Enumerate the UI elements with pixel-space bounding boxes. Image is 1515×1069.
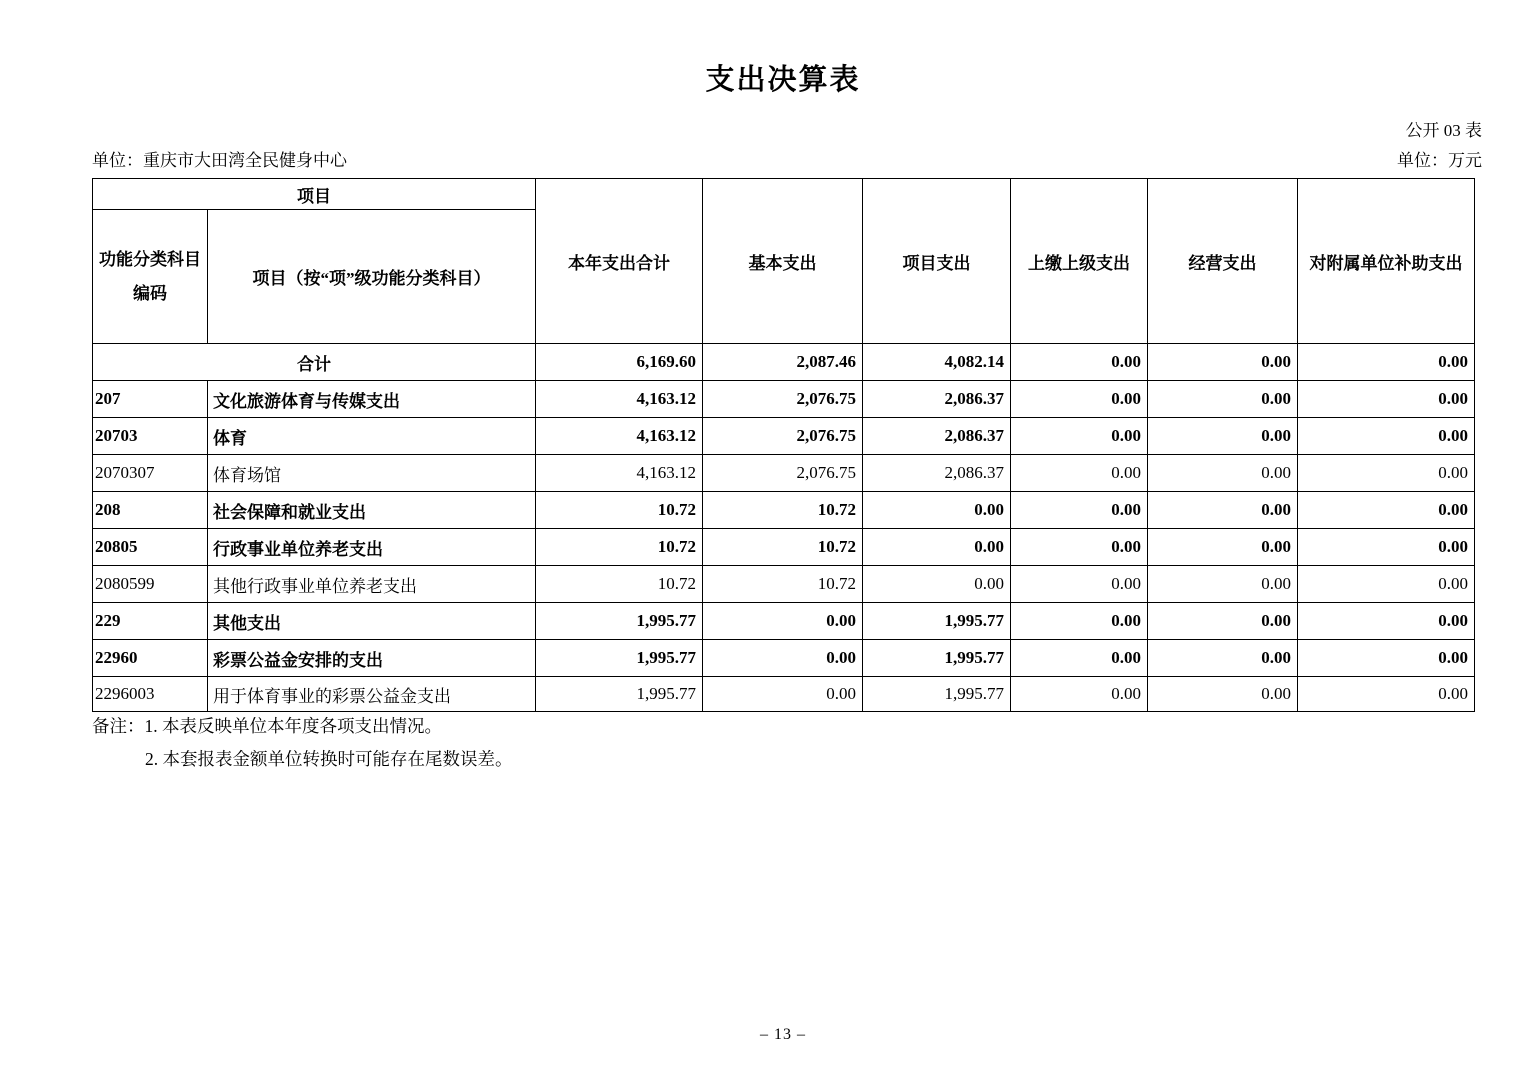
item-name-cell: 彩票公益金安排的支出 <box>208 640 536 677</box>
col-header-basic-expenditure: 基本支出 <box>703 179 863 344</box>
value-cell: 1,995.77 <box>536 640 703 677</box>
value-cell: 0.00 <box>1148 529 1298 566</box>
value-cell: 4,163.12 <box>536 418 703 455</box>
value-cell: 0.00 <box>1148 344 1298 381</box>
table-row <box>93 381 1475 418</box>
item-name-cell: 其他支出 <box>208 603 536 640</box>
value-cell: 1,995.77 <box>863 640 1011 677</box>
item-name-cell: 体育场馆 <box>208 455 536 492</box>
item-name-cell: 用于体育事业的彩票公益金支出 <box>208 677 536 712</box>
table-row <box>93 529 1475 566</box>
value-cell: 0.00 <box>1148 640 1298 677</box>
col-header-total-expenditure: 本年支出合计 <box>536 179 703 344</box>
value-cell: 4,163.12 <box>536 381 703 418</box>
item-name-cell: 文化旅游体育与传媒支出 <box>208 381 536 418</box>
table-row <box>93 455 1475 492</box>
value-cell: 1,995.77 <box>536 603 703 640</box>
function-code-cell: 20703 <box>93 418 208 455</box>
value-cell: 0.00 <box>1298 640 1475 677</box>
value-cell: 10.72 <box>703 529 863 566</box>
form-code-label: 公开 03 表 <box>1405 121 1482 140</box>
value-cell: 10.72 <box>703 566 863 603</box>
function-code-cell: 2296003 <box>93 677 208 712</box>
item-name-cell: 其他行政事业单位养老支出 <box>208 566 536 603</box>
value-cell: 0.00 <box>1011 603 1148 640</box>
col-header-subsidy-expenditure: 对附属单位补助支出 <box>1298 179 1475 344</box>
value-cell: 0.00 <box>1298 677 1475 712</box>
value-cell: 0.00 <box>703 603 863 640</box>
expenditure-table <box>92 178 1475 712</box>
value-cell: 0.00 <box>1011 677 1148 712</box>
col-header-project-expenditure: 项目支出 <box>863 179 1011 344</box>
function-code-cell: 2080599 <box>93 566 208 603</box>
notes <box>92 714 513 771</box>
col-header-function-code: 功能分类科目编码 <box>93 210 208 344</box>
col-header-item-name: 项目（按“项”级功能分类科目） <box>208 210 536 344</box>
item-name-cell: 社会保障和就业支出 <box>208 492 536 529</box>
value-cell: 0.00 <box>1298 492 1475 529</box>
value-cell: 0.00 <box>1148 566 1298 603</box>
value-cell: 0.00 <box>1298 418 1475 455</box>
function-code-cell: 207 <box>93 381 208 418</box>
total-row <box>93 344 1475 381</box>
value-cell: 0.00 <box>1011 566 1148 603</box>
value-cell: 2,076.75 <box>703 455 863 492</box>
value-cell: 2,086.37 <box>863 455 1011 492</box>
value-cell: 0.00 <box>1298 344 1475 381</box>
function-code-cell: 20805 <box>93 529 208 566</box>
value-cell: 1,995.77 <box>863 603 1011 640</box>
value-cell: 0.00 <box>1011 455 1148 492</box>
value-cell: 0.00 <box>1011 492 1148 529</box>
value-cell: 10.72 <box>536 566 703 603</box>
table-row <box>93 640 1475 677</box>
value-cell: 1,995.77 <box>863 677 1011 712</box>
unit-name-label: 单位：重庆市大田湾全民健身中心 <box>92 151 347 170</box>
function-code-cell: 22960 <box>93 640 208 677</box>
value-cell: 0.00 <box>1298 381 1475 418</box>
value-cell: 0.00 <box>1011 529 1148 566</box>
value-cell: 0.00 <box>1148 677 1298 712</box>
col-header-operating-expenditure: 经营支出 <box>1148 179 1298 344</box>
value-cell: 0.00 <box>1298 529 1475 566</box>
note-line-2: 2. 本套报表金额单位转换时可能存在尾数误差。 <box>145 749 513 769</box>
value-cell: 0.00 <box>703 640 863 677</box>
table-row <box>93 566 1475 603</box>
page-number: – 13 – <box>760 1026 806 1043</box>
unit-row <box>92 146 1482 171</box>
table-row <box>93 677 1475 712</box>
function-code-cell: 2070307 <box>93 455 208 492</box>
value-cell: 0.00 <box>1148 492 1298 529</box>
value-cell: 0.00 <box>1298 566 1475 603</box>
value-cell: 0.00 <box>863 566 1011 603</box>
unit-currency-label: 单位：万元 <box>1397 151 1482 170</box>
value-cell: 0.00 <box>863 529 1011 566</box>
value-cell: 0.00 <box>1148 381 1298 418</box>
page-title: 支出决算表 <box>705 64 861 96</box>
value-cell: 2,076.75 <box>703 418 863 455</box>
table-row <box>93 603 1475 640</box>
value-cell: 10.72 <box>536 492 703 529</box>
value-cell: 0.00 <box>863 492 1011 529</box>
value-cell: 0.00 <box>703 677 863 712</box>
value-cell: 2,086.37 <box>863 381 1011 418</box>
note-line-1: 备注：1. 本表反映单位本年度各项支出情况。 <box>92 716 442 736</box>
value-cell: 0.00 <box>1011 344 1148 381</box>
value-cell: 0.00 <box>1011 381 1148 418</box>
function-code-cell: 229 <box>93 603 208 640</box>
total-label-cell: 合计 <box>93 344 536 381</box>
value-cell: 0.00 <box>1298 455 1475 492</box>
value-cell: 0.00 <box>1298 603 1475 640</box>
value-cell: 2,076.75 <box>703 381 863 418</box>
value-cell: 4,082.14 <box>863 344 1011 381</box>
value-cell: 1,995.77 <box>536 677 703 712</box>
value-cell: 10.72 <box>536 529 703 566</box>
col-header-project-group: 项目 <box>93 179 536 210</box>
value-cell: 10.72 <box>703 492 863 529</box>
value-cell: 0.00 <box>1148 455 1298 492</box>
item-name-cell: 体育 <box>208 418 536 455</box>
value-cell: 0.00 <box>1011 640 1148 677</box>
value-cell: 4,163.12 <box>536 455 703 492</box>
item-name-cell: 行政事业单位养老支出 <box>208 529 536 566</box>
value-cell: 0.00 <box>1148 418 1298 455</box>
value-cell: 2,086.37 <box>863 418 1011 455</box>
value-cell: 2,087.46 <box>703 344 863 381</box>
function-code-cell: 208 <box>93 492 208 529</box>
table-row <box>93 492 1475 529</box>
value-cell: 0.00 <box>1011 418 1148 455</box>
value-cell: 0.00 <box>1148 603 1298 640</box>
col-header-upturned-expenditure: 上缴上级支出 <box>1011 179 1148 344</box>
table-row <box>93 418 1475 455</box>
header-row-project <box>93 179 1475 210</box>
value-cell: 6,169.60 <box>536 344 703 381</box>
